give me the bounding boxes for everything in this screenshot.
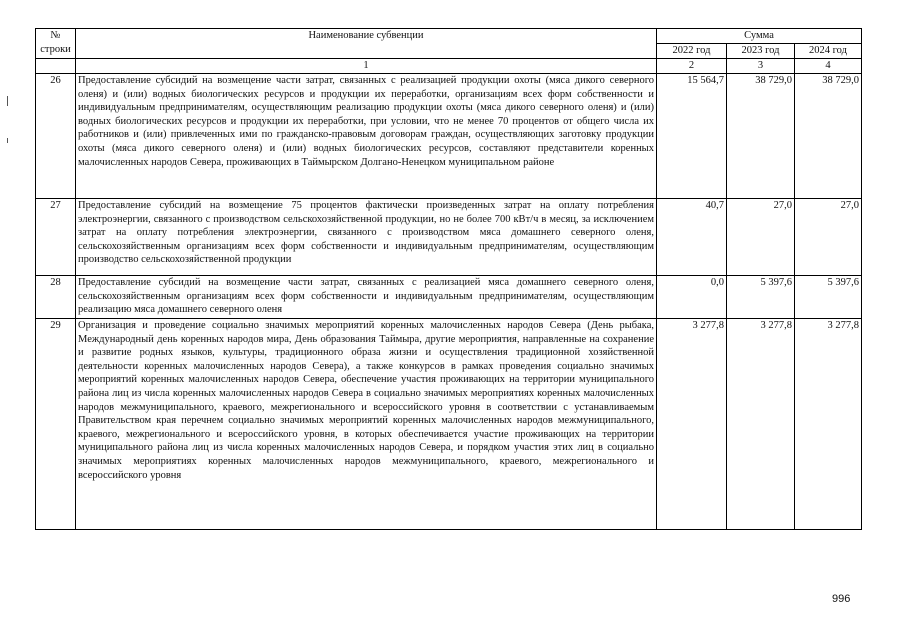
table-row (36, 319, 862, 530)
row-number: 29 (36, 319, 76, 530)
page-number: 996 (832, 593, 851, 605)
document-page (35, 28, 862, 530)
header-index-1: 1 (76, 59, 657, 74)
header-index-2: 2 (657, 59, 727, 74)
row-amount-2023: 27,0 (727, 199, 795, 276)
row-amount-2022: 0,0 (657, 276, 727, 319)
header-row-number (36, 29, 76, 59)
table-row (36, 199, 862, 276)
scan-artifact-mark (7, 96, 8, 106)
subventions-table (35, 28, 862, 530)
row-number: 26 (36, 74, 76, 199)
row-amount-2022: 15 564,7 (657, 74, 727, 199)
row-subvention-name: Предоставление субсидий на возмещение части затрат, связанных с реализацией мяса домашнего северного оленя, сельскохозяйственным организациям всех форм собственности и индивидуальным предпринимателям, осуществляющим реализацию мяса домашнего северного оленя (76, 276, 657, 319)
header-subvention-name: Наименование субвенции (76, 29, 657, 59)
row-amount-2023: 5 397,6 (727, 276, 795, 319)
row-amount-2022: 40,7 (657, 199, 727, 276)
header-index-3: 3 (727, 59, 795, 74)
header-year-2023: 2023 год (727, 44, 795, 59)
table-row (36, 276, 862, 319)
row-subvention-name: Организация и проведение социально значимых мероприятий коренных малочисленных народов Севера (День рыбака, Международный день коренных народов мира, День образования Таймыра, другие мероприятия, направленные на сохранение и развитие родных языков, культуры, традиционного образа жизни и осуществления традиционной хозяйственной деятельности коренных малочисленных народов Севера), а также конкурсов в рамках проведения социально значимых мероприятий коренных малочисленных народов Севера, обеспечение участия проживающих на территории муниципального района лиц из числа коренных малочисленных народов Севера в социально значимых мероприятиях коренных малочисленных народов межмуниципального, краевого, межрегионального и всероссийского уровня в соответствии с устанавливаемым Правительством края перечнем социально значимых мероприятий коренных малочисленных народов межмуниципального, краевого, межрегионального и всероссийского уровня, в которых обеспечивается участие проживающих на территории муниципального района лиц из числа коренных малочисленных народов Севера, и порядком участия этих лиц в социально значимых мероприятиях коренных малочисленных народов межмуниципального, краевого, межрегионального и всероссийского уровня (76, 319, 657, 530)
row-amount-2024: 5 397,6 (795, 276, 862, 319)
scan-artifact-mark (7, 138, 8, 143)
header-year-2024: 2024 год (795, 44, 862, 59)
header-year-2022: 2022 год (657, 44, 727, 59)
header-index-blank (36, 59, 76, 74)
header-index-4: 4 (795, 59, 862, 74)
row-subvention-name: Предоставление субсидий на возмещение 75 процентов фактически произведенных затрат на оплату потребления электроэнергии, связанного с производством сельскохозяйственной продукции, но не более 700 кВт/ч в месяц, за исключением затрат на оплату потребления электроэнергии, связанного с производством мяса домашнего северного оленя, сельскохозяйственным организациям всех форм собственности и индивидуальным предпринимателям, осуществляющим производство сельскохозяйственной продукции (76, 199, 657, 276)
table-row (36, 74, 862, 199)
header-num-symbol: № (50, 30, 61, 41)
header-sum: Сумма (657, 29, 862, 44)
row-amount-2024: 27,0 (795, 199, 862, 276)
row-number: 28 (36, 276, 76, 319)
row-amount-2024: 38 729,0 (795, 74, 862, 199)
header-num-label: строки (40, 43, 71, 55)
row-amount-2023: 3 277,8 (727, 319, 795, 530)
row-amount-2022: 3 277,8 (657, 319, 727, 530)
row-subvention-name: Предоставление субсидий на возмещение части затрат, связанных с реализацией продукции охоты (мяса дикого северного оленя) и (или) водных биологических ресурсов и продукции их переработки, организациям всех форм собственности и индивидуальным предпринимателям, осуществляющим реализацию продукции охоты (мяса дикого северного оленя) и (или) водных биологических ресурсов и продукции их переработки, при условии, что не менее 70 процентов от общего числа их работников и (или) привлеченных ими по гражданско-правовым договорам граждан, осуществляющих заготовку продукции охоты (мяса дикого северного оленя) и (или) водных биологических ресурсов, составляют представители коренных малочисленных народов Севера, проживающих в Таймырском Долгано-Ненецком муниципальном районе (76, 74, 657, 199)
row-amount-2024: 3 277,8 (795, 319, 862, 530)
row-number: 27 (36, 199, 76, 276)
row-amount-2023: 38 729,0 (727, 74, 795, 199)
